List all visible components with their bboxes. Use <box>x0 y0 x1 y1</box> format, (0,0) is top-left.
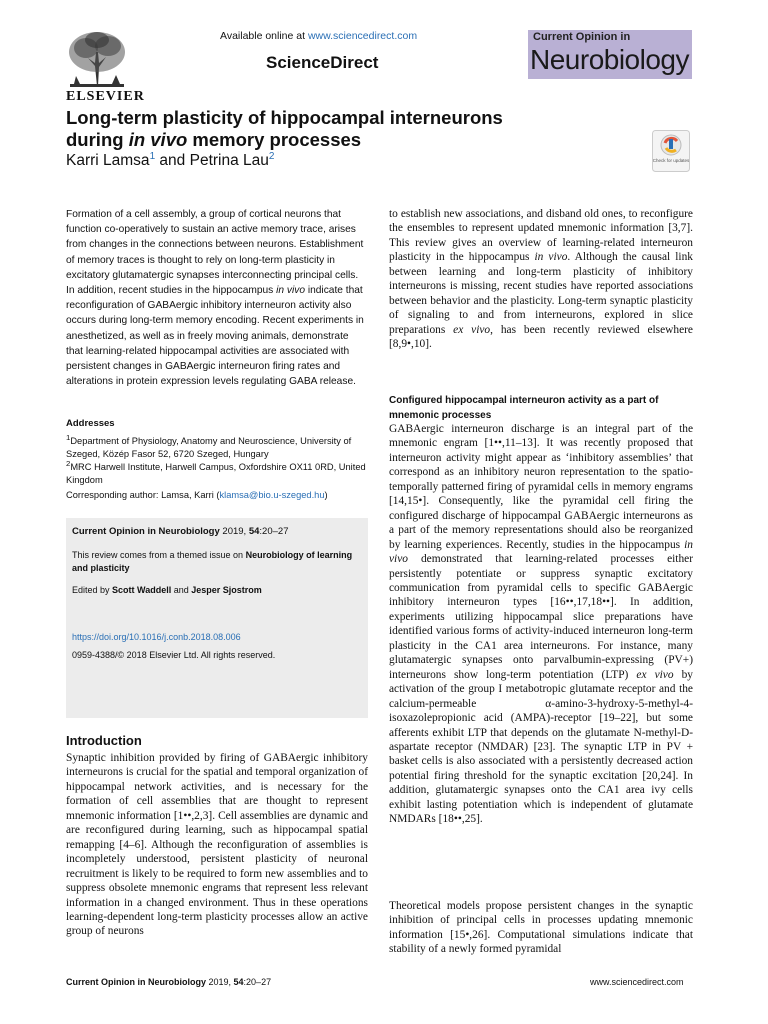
publisher-name: ELSEVIER <box>66 89 145 104</box>
editors <box>72 585 262 595</box>
available-online <box>220 30 417 42</box>
citation-year: 2019, <box>219 526 249 537</box>
citation-volume: 54 <box>248 526 260 537</box>
editor-1: Scott Waddell <box>112 585 172 595</box>
footer-pages: :20–27 <box>243 977 272 987</box>
edited-prefix: Edited by <box>72 585 113 595</box>
section-paragraph <box>389 422 693 827</box>
footer-citation <box>66 977 271 987</box>
article-info-box <box>66 518 368 718</box>
citation-journal: Current Opinion in Neurobiology <box>72 526 220 537</box>
journal-banner-top: Current Opinion in <box>533 31 631 43</box>
abstract-text-1: Formation of a cell assembly, a group of cortical neurons that function co-operatively to sustain an active memory trace, arises from changes in the connections between neurons. Establishment of memory traces is thought to rely on long-term plasticity in excitatory glutamatergic synapses interconnecting principal cells. In addition, recent studies in the hippocampus <box>66 209 364 297</box>
p1-text-b: . Although the causal link between learning and long-term plasticity of inhibitory interneurons is missing, recent studies have reported associations between behavior and the plasticity. Long-term synaptic plasticity of signaling to and from interneurons, explored in slice preparations <box>389 251 693 336</box>
author-1: Karri Lamsa <box>66 152 150 170</box>
title-line-2-italic: in vivo <box>128 129 188 150</box>
p2-italic-2: ex vivo <box>636 668 674 681</box>
abstract-italic: in vivo <box>276 285 305 297</box>
theme-name: Neurobiology of learning and plasticity <box>72 550 353 573</box>
journal-banner <box>528 30 692 79</box>
corresp-email-link[interactable]: klamsa@bio.u-szeged.hu <box>219 490 325 500</box>
introduction-heading: Introduction <box>66 733 142 748</box>
p1-text-a: to establish new associations, and disband old ones, to reconfigure the ensembles to represent updated mnemonic information [3,7]. This review gives an overview of learning-related interneuron plasticity in the hippocampus <box>389 208 693 264</box>
doi-link[interactable]: https://doi.org/10.1016/j.conb.2018.08.006 <box>72 632 241 642</box>
citation-pages: :20–27 <box>259 526 289 537</box>
review-overview-paragraph <box>389 207 693 352</box>
journal-banner-main: Neurobiology <box>530 44 689 75</box>
elsevier-tree-logo <box>66 30 128 96</box>
section-heading: Configured hippocampal interneuron activity as a part of mnemonic processes <box>389 395 659 421</box>
footer-journal: Current Opinion in Neurobiology <box>66 977 206 987</box>
available-prefix: Available online at <box>220 30 308 42</box>
sciencedirect-link[interactable]: www.sciencedirect.com <box>307 30 418 42</box>
editor-2: Jesper Sjostrom <box>191 585 262 595</box>
title-line-1: Long-term plasticity of hippocampal interneurons <box>66 107 503 128</box>
sciencedirect-wordmark: ScienceDirect <box>266 53 379 72</box>
author-1-affil[interactable]: 1 <box>149 151 156 162</box>
p2-text-b: demonstrated that learning-related processes either persistently potentiate or suppress synaptic excitatory communication from pyramidal cells to specific GABAergic inhibitory interneuron types [16••,17,18••]. In addition, experiments utilizing hippocampal slice preparations have identified various forms of activity-induced interneuron long-term plasticity in the CA1 area interneurons. For instance, many glutamatergic synapses onto parvalbumin-expressing (PV+) interneurons show long-term potentiation (LTP) <box>389 553 693 681</box>
author-2-affil[interactable]: 2 <box>268 151 275 162</box>
author-sep: and <box>155 152 190 170</box>
address-2 <box>66 457 371 488</box>
title-line-2c: memory processes <box>187 129 362 150</box>
title-line-2a: during <box>66 129 129 150</box>
edited-and: and <box>171 585 192 595</box>
p1-italic-2: ex vivo <box>453 323 491 336</box>
author-list <box>66 151 274 170</box>
corresp-suffix: ) <box>324 490 328 500</box>
corresponding-author <box>66 490 328 500</box>
citation <box>72 526 288 537</box>
copyright: 0959-4388/© 2018 Elsevier Ltd. All rights reserved. <box>72 650 276 660</box>
abstract <box>66 207 366 389</box>
check-for-updates-icon[interactable] <box>652 130 690 172</box>
p2-text-a: GABAergic interneuron discharge is an integral part of the mnemonic engram [1••,11–13]. It was recently proposed that interneuron activity might appear as ‘inhibitory assemblies’ that correspond as an inhibitory neuron representation to the spatio-temporally patterned firing of pyramidal cells in memory engrams [14,15•]. Consequently, like the pyramidal cell firing the configured discharge of hippocampal GABAergic interneurons as a part of the memory representations should also be reorganized by learning experiences. Recently, studies in the hippocampus <box>389 423 693 551</box>
p1-italic-1: in vivo <box>534 251 568 264</box>
footer-volume: 54 <box>233 977 244 987</box>
address-2-sup: 2 <box>66 459 71 468</box>
footer-url-link[interactable]: www.sciencedirect.com <box>590 977 684 987</box>
p2-italic-1: in vivo <box>389 538 693 566</box>
address-1-sup: 1 <box>66 433 71 442</box>
address-1-text: Department of Physiology, Anatomy and Neuroscience, University of Szeged, Közép Fasor 52, 6720 Szeged, Hungary <box>66 436 352 460</box>
p2-text-c: by activation of the group I metabotropic glutamate receptor and the calcium-permeable α-amino-3-hydroxy-5-methyl-4-isoxazolepropionic acid (AMPA)-receptor [19–22], but some afferents exhibit LTP that depends on the glutamate N-methyl-D-aspartate receptor (NMDAR) [23]. The synaptic LTP in PV + basket cells is also associated with a persistently decreased action potential firing threshold for the synaptic excitation [20,24]. In addition, glutamatergic synapses onto the CA1 area ivy cells exhibit lasting potentiation which is independent of glutamate NMDARs [18••,25]. <box>389 668 693 826</box>
introduction-text: Synaptic inhibition provided by firing of GABAergic inhibitory interneurons is crucial for the spatial and temporal organization of hippocampal network activities, and is necessary for the formation of cell assemblies that are thought to represent mnemonic information [1••,2,3]. Cell assemblies are dynamic and are reconfigured during learning, such as hippocampal spatial remapping [4–6]. Although the reconfiguration of assemblies is incompletely understood, persistent plasticity of neuronal recruitment is likely to be required to form new assemblies and to suppress obsolete mnemonic engrams that represent less relevant information in a changed environment. Thus in these operations learning-dependent long-term plasticity processes allow an active group of neurons <box>66 752 368 938</box>
themed-issue <box>72 549 364 575</box>
abstract-text-2: indicate that reconfiguration of GABAergic inhibitory interneuron activity also occurs during long-term memory encoding. Recent experiments in anesthetized, as well as in freely moving animals, demonstrate that learning-related hippocampal activities are associated with persistent changes in GABAergic interneuron firing rates and alterations in protein expression levels regulating GABA release. <box>66 285 364 388</box>
author-2: Petrina Lau <box>189 152 269 170</box>
corresp-prefix: Corresponding author: Lamsa, Karri ( <box>66 490 220 500</box>
address-2-text: MRC Harwell Institute, Harwell Campus, Oxfordshire OX11 0RD, United Kingdom <box>66 462 366 486</box>
theoretical-models-paragraph: Theoretical models propose persistent changes in the synaptic inhibition of principal cells in processes updating mnemonic information [15•,26]. Computational simulations indicate that stability of a newly formed pyramidal <box>389 900 693 956</box>
p1-text-c: , has been recently reviewed elsewhere [8,9•,10]. <box>389 323 693 351</box>
theme-prefix: This review comes from a themed issue on <box>72 550 246 560</box>
article-title <box>66 107 626 151</box>
check-for-updates-label: Check for updates <box>652 158 690 163</box>
footer-year: 2019, <box>206 977 234 987</box>
addresses-heading: Addresses <box>66 418 115 429</box>
